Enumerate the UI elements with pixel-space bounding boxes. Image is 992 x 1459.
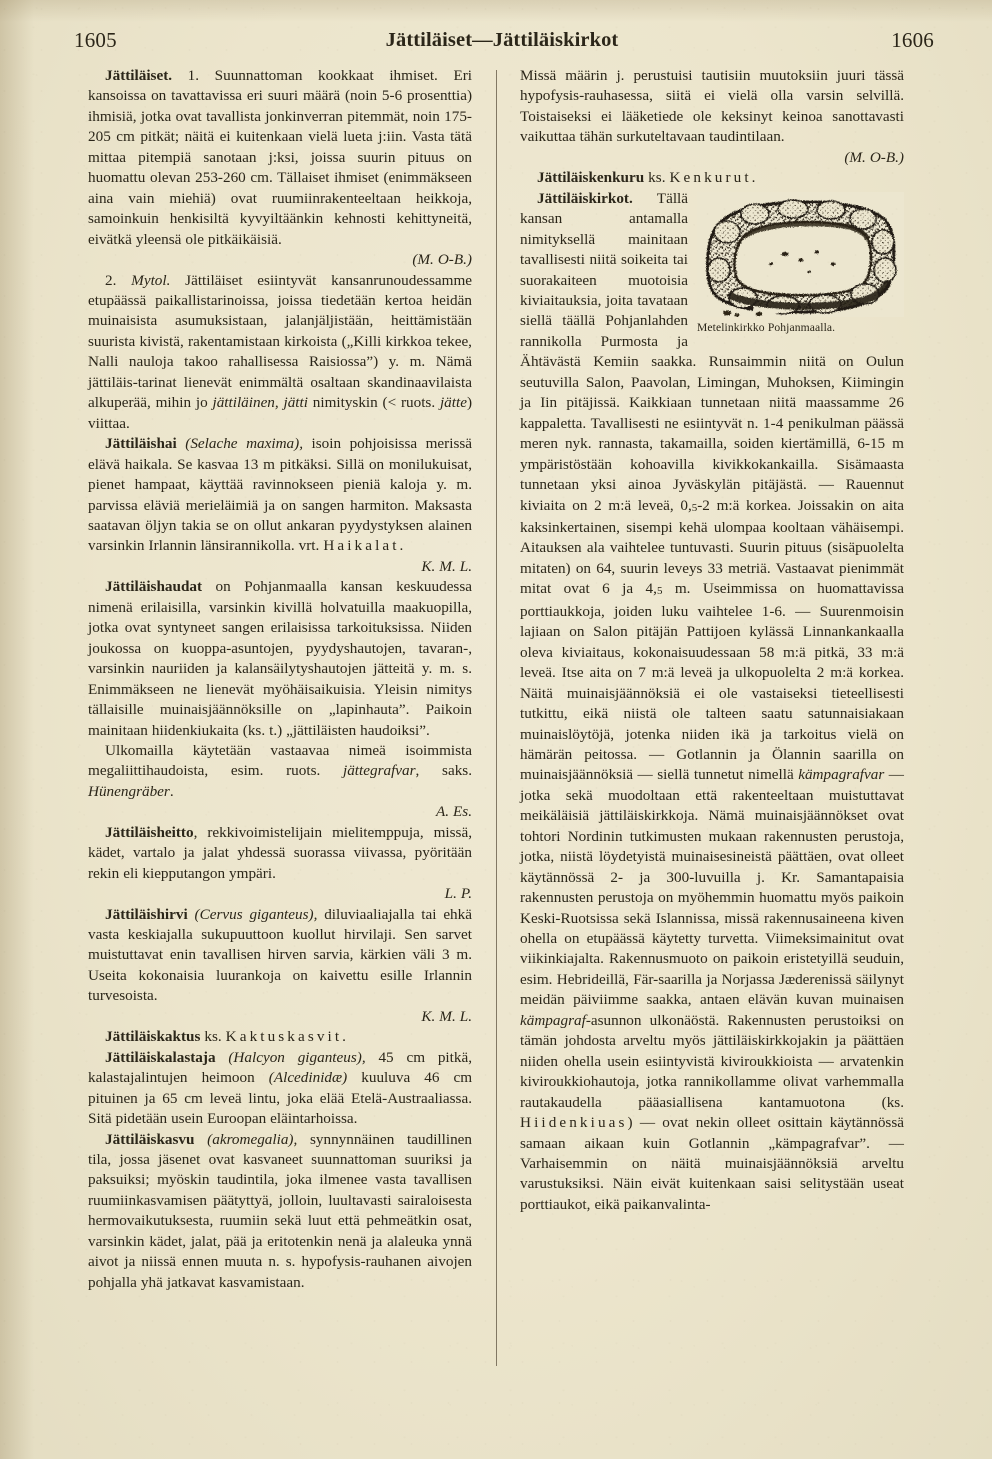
entry-jattilaiskaktus bbox=[88, 1027, 472, 1047]
entry-body: isoin pohjoisissa merissä elävä haikala. Se kasvaa 13 m pitkäksi. Sillä on monilukuisat, pienet hampaat, käyttää ravinnokseen pieniä kaloja y. m. parvissa eläviä merieläimiä ja on sangen harmiton. Maksasta saatavan öljyn takia se on ollut ankaran pyydystyksen alainen varsinkin Irlannin länsirannikolla. vrt. bbox=[88, 435, 473, 555]
entry-jattilaisheitto bbox=[88, 823, 472, 905]
entry-body-a4: m. Useimmissa on huomattavissa porttiaukkoja, joiden luku vaihtelee 1-6. — Suurenmoisin lajiaan on Salon pitäjän Pattijoen kylässä Linnankankaalla oleva kiviaitaus, kokonaisuudessaan 58 m:ä pitkä, 33 m:ä leveä. Itse aita on 7 m:ä leveä ja ulkopuolelta 2 m:ä korkea. Näitä muinaisjäännöksiä ei ole vastaiseksi tieteellisesti tutkittu, eikä niistä ole talteen saatu satunnaisiakaan muinaislöytöjä, jotenka niiden ikä ja tarkoitus vielä on hämärän peitossa. — Gotlannin ja Ölannin saarilla on muinaisjäännöksiä — siellä tunnetut nimellä bbox=[520, 580, 904, 784]
entry-italic-source: jätte bbox=[439, 394, 467, 412]
two-column-body bbox=[88, 66, 904, 1376]
entry-headword: Jättiläiskaktus bbox=[105, 1028, 201, 1046]
entry-latin-family: (Alcedinidæ) bbox=[268, 1069, 348, 1087]
entry-body: 1. Suunnattoman kookkaat ihmiset. Eri kansoissa on tavattavissa eri suuri määrä (noin 5-6 prosenttia) ihmisiä, jotka ovat tavallista jonkinverran pitemmät, noin 175-205 cm pitkät; näitä ei kuitenkaan vielä lueta j:iin. Vasta tätä mittaa pitempiä sanotaan j:ksi, joissa suurin pituus on huomattu olevan 253-260 cm. Tällaiset ihmiset (enimmäkseen aina vain miehiä) ovat ruumiinrakenteeltaan heikkoja, samoinkuin henkisiltä kyvyiltäänkin kehnosti kehittyneitä, eivätkä yleensä ole pitkäikäisiä. bbox=[88, 67, 472, 248]
folio-left: 1605 bbox=[74, 28, 117, 52]
entry-body-4: . bbox=[169, 782, 174, 800]
entry-body-a: Tällä kansan antamalla nimityksellä mainitaan tavallisesti niitä soikeita tai suorakaiteen muotoisia kiviaitauksia, joita tavataan siellä täällä Pohjanlahden rannikolla Purmosta ja Ähtävästä Kemiin saakka. Runsaimmin niitä on Oulun seutuvilla Salon, Paavolan, Limingan, Muhoksen, Kiimingin ja Iin pitäjissä. Kaikkiaan tunnetaan niitä maassamme 26 kappaletta. Tavallisesti ne esiintyvät n. 1-4 penikulman päässä meren nyk. rannasta, takamailla, soiden kiertämillä, 6-15 m ympäristöstään kohoavilla kivikkokankailla. Sisämaasta tunnetaan yksi ainoa Jyväskylän pitäjästä. — Rauennut kiviaita on 2 m:ä leveä, 0, bbox=[520, 189, 904, 514]
entry-headword: Jättiläiskirkot. bbox=[537, 189, 633, 207]
entry-decimal-subscript-2: 5 bbox=[656, 585, 663, 598]
folio-right: 1606 bbox=[891, 28, 934, 52]
continuation-signature: (M. O-B.) bbox=[844, 148, 904, 166]
continuation-paragraph bbox=[520, 66, 904, 168]
entry-headword: Jättiläisheitto bbox=[105, 823, 194, 841]
entry-body-3: , saks. bbox=[415, 762, 472, 780]
entry-jattilaishai bbox=[88, 434, 472, 577]
figure-metelinkirkko bbox=[697, 192, 904, 337]
entry-signature: K. M. L. bbox=[421, 557, 472, 575]
entry-latin-name: (Cervus giganteus), bbox=[194, 905, 318, 923]
entry-jattilaiskalastaja bbox=[88, 1048, 472, 1130]
entry-body: Jättiläiset esiintyvät kansanrunoudessamme etupäässä paikallistarinoissa, joissa tiedetään kertoa heidän muinaisista asumuksistaan, jalanjäljistään, heittämistään suurista kivistä, rakentamistaan kirkoista ( bbox=[88, 271, 472, 350]
entry-body: , rekkivoimistelijain mielitemppuja, missä, kädet, vartalo ja jalat yhdessä suorassa viivassa, pyöritään rekin eli kiepputangon ympäri. bbox=[88, 823, 472, 882]
continuation-text: Missä määrin j. perustuisi tautisiin muutoksiin juuri tässä hypofysis-rauhasessa, siitä ei vielä olla varsin selvillä. Toistaiseksi ei lääketiede ole keksinyt keinoa sanottavasti vaikuttaa tähän surkuteltavaan taudintilaan. bbox=[520, 67, 904, 146]
running-head bbox=[70, 28, 934, 54]
entry-jattilaiskirkot bbox=[520, 189, 904, 1216]
page-edge-shadow-left bbox=[0, 0, 34, 1459]
column-right bbox=[520, 66, 904, 1376]
entry-body-c: -asunnon ulkonäöstä. Rakennusten perustoiksi on tämän johdosta arveltu myös jättiläiskirkkojakin ja päättäen niiden ohella usein esiintyvistä kiviroukkioista — arvatenkin kiviroukkiohautoja, jotka rannikollamme olivat varhemmalla rautakaudella pääasiallisena kantamuotona (ks. bbox=[520, 1011, 904, 1111]
entry-body: 45 cm pitkä, kalastajalintujen heimoon bbox=[88, 1048, 472, 1087]
entry-mytol bbox=[88, 271, 472, 435]
entry-jattilaishaudat-para2 bbox=[88, 741, 472, 823]
entry-jattilaishaudat bbox=[88, 577, 472, 741]
entry-headword: Jättiläiskasvu bbox=[105, 1130, 195, 1148]
entry-headword: Jättiläishai bbox=[105, 435, 177, 453]
entry-body: ks. bbox=[200, 1028, 226, 1046]
column-left bbox=[88, 66, 472, 1376]
page-headword: Jättiläiset—Jättiläiskirkot bbox=[385, 29, 619, 51]
entry-body: on Pohjanmaalla kansan keskuudessa nimenä erilaisilla, varsinkin kivillä holvatuilla maakuopilla, jotka ovat syntyneet sangen erilaisissa tarkoituksissa. Niiden joukossa on kuoppa-asuntojen, pyydyshautojen, tavaran-, varsinkin nauriiden ja kalansäilytyshautojen jätteitä y. m. s. Enimmäkseen ne lienevät myöhäisaikuisia. Yleisin nimitys tällaisille muinaisjäännöksille on „lapinhauta”. Paikoin mainitaan hiidenkiukaita (ks. t.) „jättiläisten haudoiksi”. bbox=[88, 578, 472, 739]
entry-crossreference[interactable]: Hiidenkiuas bbox=[520, 1114, 628, 1132]
entry-crossreference[interactable]: Haikalat. bbox=[323, 537, 407, 555]
entry-body-2: Ulkomailla käytetään vastaavaa nimeä isoimmista megaliittihaudoista, esim. ruots. bbox=[88, 741, 472, 780]
figure-caption: Metelinkirkko Pohjanmaalla. bbox=[697, 320, 836, 334]
entry-headword: Jättiläishirvi bbox=[105, 905, 188, 923]
entry-headword: Jättiläishaudat bbox=[105, 578, 203, 596]
entry-body-d: ) — ovat nekin olleet osittain käytännössä samaan aikaan kuin Gotlannin „kämpagrafvar”. — Varhaisemmin on näitä muinaisjäännöksiä arveltu varustuksiksi. Näin eivät kuitenkaan saisi selitystään useat porttiaukot, eikä paikanvalinta- bbox=[520, 1114, 904, 1213]
entry-body-a2: -2 m:ä korkea. Joissakin on aita kaksinkertainen, sisempi kehä ulompaa kooltaan vähäisempi. Aitauksen ala vaihtelee tuntuvasti. Suurin pituus (sisäpuolelta mitaten) on 64, suurin leveys 33 metriä. Vastaavat pienimmät mitat ovat 6 ja 4, bbox=[520, 496, 905, 598]
entry-latin-name: (Halcyon giganteus), bbox=[228, 1048, 366, 1066]
entry-quote: „Killi kirkkoa tekee, Nalli nauloja takoo rahallisessa Raisiossa” bbox=[88, 332, 472, 371]
column-divider bbox=[496, 70, 497, 1366]
entry-field-label: Mytol. bbox=[131, 271, 171, 289]
entry-italic-german: Hünengräber bbox=[88, 782, 170, 800]
entry-headword: Jättiläiskalastaja bbox=[105, 1048, 216, 1066]
entry-italic-term-2: kämpagraf bbox=[520, 1011, 586, 1029]
entry-italic-term: kämpagrafvar bbox=[798, 766, 885, 784]
entry-body: ks. bbox=[644, 169, 670, 187]
entry-body-3: nimityskin (< ruots. bbox=[307, 394, 440, 412]
entry-jattilaiset bbox=[88, 66, 472, 271]
entry-body-2: ) y. m. Nämä jättiläis-tarinat lienevät enimmältä osaltaan skandinaavilaista alkuperää, mihin jo bbox=[88, 353, 473, 412]
entry-headword: Jättiläiset. bbox=[105, 67, 173, 84]
entry-latin-name: (Selache maxima), bbox=[185, 435, 304, 453]
entry-number: 2. bbox=[105, 271, 117, 289]
entry-body-4: ) viittaa. bbox=[88, 394, 472, 432]
entry-jattilaishirvi bbox=[88, 905, 472, 1028]
entry-italic-terms: jättiläinen, jätti bbox=[212, 394, 308, 412]
entry-signature: L. P. bbox=[444, 885, 472, 903]
entry-decimal-subscript: 5 bbox=[691, 501, 698, 514]
entry-headword: Jättiläiskenkuru bbox=[537, 169, 645, 187]
entry-signature: A. Es. bbox=[435, 803, 472, 821]
entry-signature: K. M. L. bbox=[421, 1007, 472, 1025]
entry-body: synnynnäinen taudillinen tila, jossa jäsenet ovat kasvaneet suunnattoman suuriksi ja paksuiksi; myöskin taudintila, joka ilmenee vasta tavallisen ruumiinkasvamisen päätyttyä, jolloin, luultavasti sairaloisesta hermovaikutuksesta, ruumiin sekä luut että pehmeätkin osat, varsinkin kädet, jalat, pää ja eritotenkin nenä ja alaleuka ynnä aivot ja niissä ennen muuta n. s. hypofysis-rauhanen aivojen pohjalla yhä jatkavat kasvamistaan. bbox=[88, 1130, 473, 1291]
entry-body-b: — jotka sekä muodoltaan että rakenteeltaan muistuttavat meikäläisiä jättiläiskirkkoja. Nämä muinaisjäännökset ovat tohtori Nordinin tutkimusten mukaan rakennusten perustoja, jotka, niistä löydetyistä muinaisesineistä päättäen, ovat olleet käytännössä 2- ja 300-luvuilla j. Kr. Samantapaisia rakennusten perustoja on myöhemmin huomattu myös paikoin Keski-Ruotsissa sekä Islannissa, missä rakennusaineena kiven ohella on etupäässä käytetty turvetta. Viimeksimainitut ovat viikinkiajalta. Rakennusmuoto on paikoin eristetyillä seuduin, esim. Hebrideillä, Fär-saarilla ja Norjassa Jæderenissä säilynyt meidän päiviimme saakka, antaen elävän kuvan muinaisen bbox=[520, 766, 904, 1009]
stone-enclosure-engraving-icon bbox=[697, 192, 904, 317]
page-edge-shadow-top bbox=[0, 0, 992, 22]
entry-jattilaiskenkuru bbox=[520, 168, 904, 188]
entry-crossreference[interactable]: Kaktuskasvit. bbox=[225, 1028, 350, 1046]
entry-body-2: kuuluva 46 cm pituinen ja 65 cm leveä lintu, joka elää Etelä-Austraaliassa. Sitä pidetään usein Euroopan eläintarhoissa. bbox=[88, 1069, 473, 1128]
entry-jattilaiskasvu bbox=[88, 1130, 472, 1294]
entry-italic-swedish: jättegrafvar bbox=[342, 762, 416, 780]
entry-latin-name: (akromegalia), bbox=[207, 1130, 298, 1148]
entry-crossreference[interactable]: Kenkurut. bbox=[669, 169, 759, 187]
entry-body: diluviaaliajalla tai ehkä vasta keskiajalla sukupuuttoon kuollut hirvilaji. Sen sarvet muistuttavat enin tavallisen hirven sarvia, kärkien väli 3 m. Useita kokonaisia luurankoja on kaivettu esille Irlannin turvesoista. bbox=[88, 905, 472, 1005]
entry-signature: (M. O-B.) bbox=[412, 251, 472, 269]
